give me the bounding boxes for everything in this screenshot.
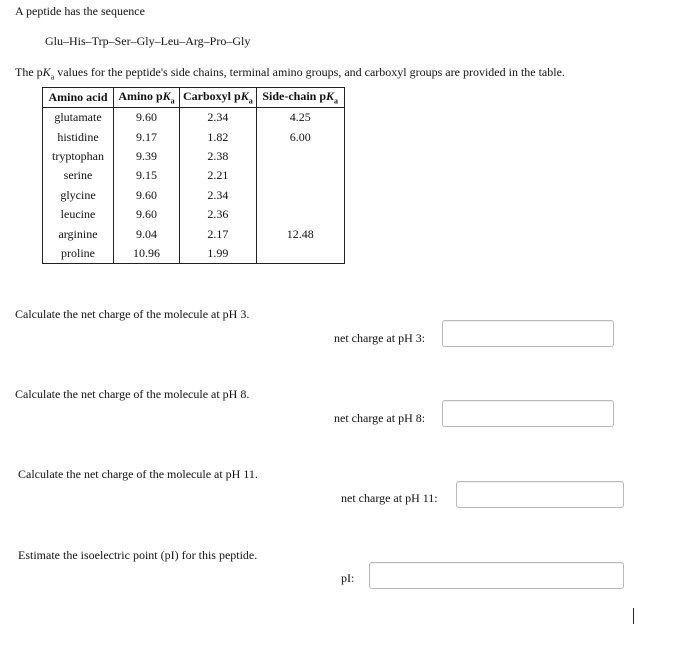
cell-side-chain-pka xyxy=(256,147,344,166)
cell-amino-pka: 9.17 xyxy=(114,127,180,146)
cell-carboxyl-pka: 2.21 xyxy=(180,166,257,185)
cell-amino-pka: 9.15 xyxy=(114,166,180,185)
cell-side-chain-pka: 12.48 xyxy=(256,224,344,243)
cell-amino-acid: leucine xyxy=(43,205,114,224)
cell-amino-pka: 9.60 xyxy=(114,205,180,224)
cell-side-chain-pka xyxy=(256,166,344,185)
question-ph8-prompt: Calculate the net charge of the molecule at pH 8. xyxy=(15,387,250,401)
header-amino-pka: Amino $pK_a$ xyxy=(114,88,180,108)
cell-amino-acid: tryptophan xyxy=(43,147,114,166)
net-charge-ph3-input[interactable] xyxy=(442,320,614,347)
net-charge-ph11-label: net charge at pH 11: xyxy=(341,491,438,505)
cell-amino-acid: proline xyxy=(43,244,114,264)
intro-text: A peptide has the sequence xyxy=(15,4,145,18)
table-row xyxy=(43,147,345,166)
cell-amino-acid: histidine xyxy=(43,127,114,146)
net-charge-ph3-label: net charge at pH 3: xyxy=(334,331,426,345)
cell-side-chain-pka xyxy=(256,244,344,264)
peptide-sequence: Glu–His–Trp–Ser–Gly–Leu–Arg–Pro–Gly xyxy=(45,34,251,48)
cell-amino-pka: 9.04 xyxy=(114,224,180,243)
cell-side-chain-pka xyxy=(256,205,344,224)
table-row xyxy=(43,127,345,146)
cell-amino-acid: serine xyxy=(43,166,114,185)
cell-amino-pka: 9.60 xyxy=(114,108,180,128)
table-intro: The $pK_a$ values for the peptide's side chains, terminal amino groups, and carboxyl groups are provided in the table. xyxy=(15,65,565,82)
cell-amino-pka: 9.39 xyxy=(114,147,180,166)
cell-amino-pka: 10.96 xyxy=(114,244,180,264)
header-amino-acid: Amino acid xyxy=(43,88,114,108)
cell-side-chain-pka: 4.25 xyxy=(256,108,344,128)
cell-carboxyl-pka: 1.99 xyxy=(180,244,257,264)
table-row xyxy=(43,186,345,205)
pi-input[interactable] xyxy=(369,562,624,589)
pi-label: pI: xyxy=(341,571,355,585)
question-ph3-prompt: Calculate the net charge of the molecule at pH 3. xyxy=(15,307,250,321)
cell-side-chain-pka xyxy=(256,186,344,205)
cell-carboxyl-pka: 2.34 xyxy=(180,108,257,128)
header-side-chain-pka: Side-chain $pK_a$ xyxy=(256,88,344,108)
question-ph11-prompt: Calculate the net charge of the molecule at pH 11. xyxy=(18,467,258,481)
table-row xyxy=(43,108,345,128)
cell-carboxyl-pka: 2.34 xyxy=(180,186,257,205)
net-charge-ph8-input[interactable] xyxy=(442,400,614,427)
cell-carboxyl-pka: 2.38 xyxy=(180,147,257,166)
cell-carboxyl-pka: 1.82 xyxy=(180,127,257,146)
header-carboxyl-pka: Carboxyl $pK_a$ xyxy=(180,88,257,108)
cell-amino-acid: glycine xyxy=(43,186,114,205)
pka-table-header xyxy=(43,88,345,108)
cell-amino-pka: 9.60 xyxy=(114,186,180,205)
cell-amino-acid: glutamate xyxy=(43,108,114,128)
table-row xyxy=(43,205,345,224)
cell-amino-acid: arginine xyxy=(43,224,114,243)
net-charge-ph8-label: net charge at pH 8: xyxy=(334,411,426,425)
pka-table xyxy=(42,87,345,264)
net-charge-ph11-input[interactable] xyxy=(456,481,624,508)
cell-carboxyl-pka: 2.17 xyxy=(180,224,257,243)
cell-carboxyl-pka: 2.36 xyxy=(180,205,257,224)
table-row xyxy=(43,166,345,185)
question-pi-prompt: Estimate the isoelectric point (pI) for this peptide. xyxy=(18,548,258,562)
cell-side-chain-pka: 6.00 xyxy=(256,127,344,146)
text-cursor xyxy=(633,608,634,624)
table-row xyxy=(43,244,345,264)
table-row xyxy=(43,224,345,243)
